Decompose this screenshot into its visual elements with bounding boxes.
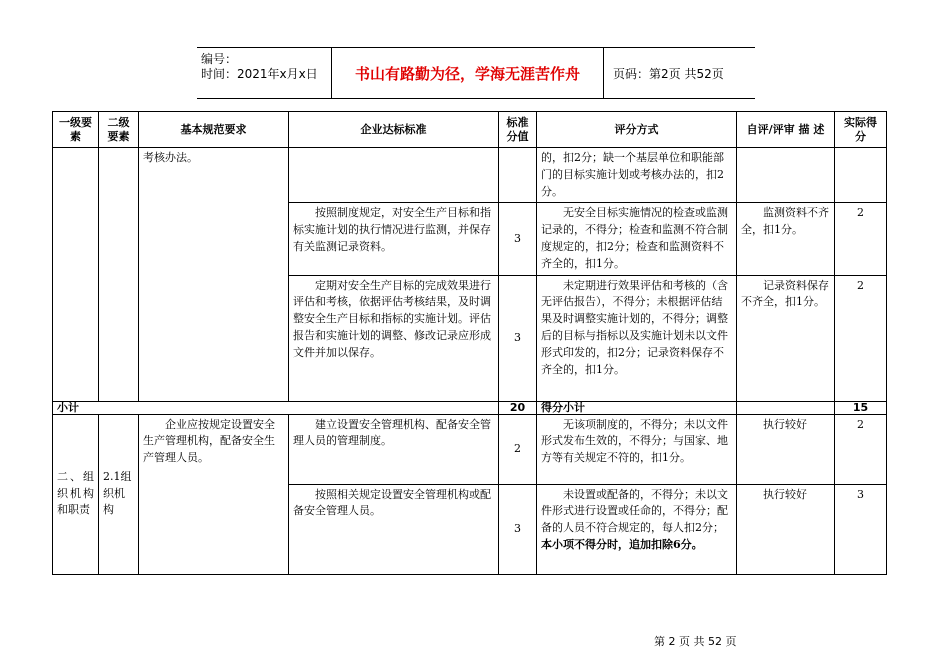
col-header-desc: 自评/评审 描 述	[737, 112, 835, 148]
page-header	[197, 47, 755, 99]
standard-cell: 定期对安全生产目标的完成效果进行评估和考核，依据评估考核结果，及时调整安全生产目标和指标的实施计划。评估报告和实施计划的调整、修改记录应形成文件并加以保存。	[289, 275, 499, 401]
section2-level2: 2.1组织机构	[99, 414, 139, 574]
number-label: 编号：	[201, 52, 238, 66]
desc-cell: 监测资料不齐全，扣1分。	[737, 203, 835, 275]
score-cell: 3	[499, 484, 537, 574]
header-meta	[197, 48, 331, 102]
actual-cell	[835, 148, 887, 203]
actual-cell: 2	[835, 275, 887, 401]
desc-cell: 执行较好	[737, 484, 835, 574]
subtotal-method-label: 得分小计	[537, 401, 737, 414]
col-header-standard: 企业达标标准	[289, 112, 499, 148]
subtotal-actual: 15	[835, 401, 887, 414]
actual-cell: 2	[835, 414, 887, 484]
standard-cell: 按照制度规定，对安全生产目标和指标实施计划的执行情况进行监测，并保存有关监测记录资料。	[289, 203, 499, 275]
motto: 书山有路勤为径，学海无涯苦作舟	[331, 48, 604, 98]
standards-table	[52, 111, 887, 575]
col-header-level1: 一级要素	[53, 112, 99, 148]
desc-cell	[737, 148, 835, 203]
method-cell: 未定期进行效果评估和考核的（含无评估报告），不得分；未根据评估结果及时调整实施计划的，不得分；调整后的目标与指标以及实施计划未以文件形式印发的，扣2分；记录资料保存不齐全的，扣1分。	[537, 275, 737, 401]
subtotal-row	[53, 401, 887, 414]
page-footer: 第 2 页 共 52 页	[654, 635, 737, 648]
actual-cell: 2	[835, 203, 887, 275]
level2-cell	[99, 148, 139, 402]
table-row	[53, 414, 887, 484]
level1-cell	[53, 148, 99, 402]
standard-cell: 建立设置安全管理机构、配备安全管理人员的管理制度。	[289, 414, 499, 484]
standard-cell	[289, 148, 499, 203]
method-bold-text: 本小项不得分时，追加扣除6分。	[541, 537, 703, 551]
standard-cell: 按照相关规定设置安全管理机构或配备安全管理人员。	[289, 484, 499, 574]
subtotal-score: 20	[499, 401, 537, 414]
table-row	[53, 148, 887, 203]
section2-requirement: 企业应按规定设置安全生产管理机构，配备安全生产管理人员。	[139, 414, 289, 574]
col-header-method: 评分方式	[537, 112, 737, 148]
col-header-actual: 实际得分	[835, 112, 887, 148]
method-cell: 无该项制度的，不得分；未以文件形式发布生效的，不得分；与国家、地方等有关规定不符的，扣1分。	[537, 414, 737, 484]
score-cell: 3	[499, 275, 537, 401]
table-header-row	[53, 112, 887, 148]
subtotal-desc	[737, 401, 835, 414]
score-cell: 3	[499, 203, 537, 275]
score-cell	[499, 148, 537, 203]
col-header-level2: 二级要素	[99, 112, 139, 148]
section2-level1: 二、组织机构和职责	[53, 414, 99, 574]
desc-cell: 记录资料保存不齐全，扣1分。	[737, 275, 835, 401]
page-label: 页码：第2页 共52页	[613, 66, 724, 81]
method-cell: 无安全目标实施情况的检查或监测记录的，不得分；检查和监测不符合制度规定的，扣2分；检查和监测资料不齐全的，扣1分。	[537, 203, 737, 275]
method-cell	[537, 484, 737, 574]
actual-cell: 3	[835, 484, 887, 574]
desc-cell: 执行较好	[737, 414, 835, 484]
method-text: 未设置或配备的，不得分；未以文件形式进行设置或任命的，不得分；配备的人员不符合规定的，每人扣2分；	[541, 487, 728, 535]
score-cell: 2	[499, 414, 537, 484]
subtotal-label: 小计	[53, 401, 499, 414]
time-label: 时间：2021年x月x日	[201, 67, 318, 81]
method-cell: 的，扣2分；缺一个基层单位和职能部门的目标实施计划或考核办法的，扣2分。	[537, 148, 737, 203]
col-header-requirement: 基本规范要求	[139, 112, 289, 148]
col-header-score: 标准分值	[499, 112, 537, 148]
requirement-cell: 考核办法。	[139, 148, 289, 402]
